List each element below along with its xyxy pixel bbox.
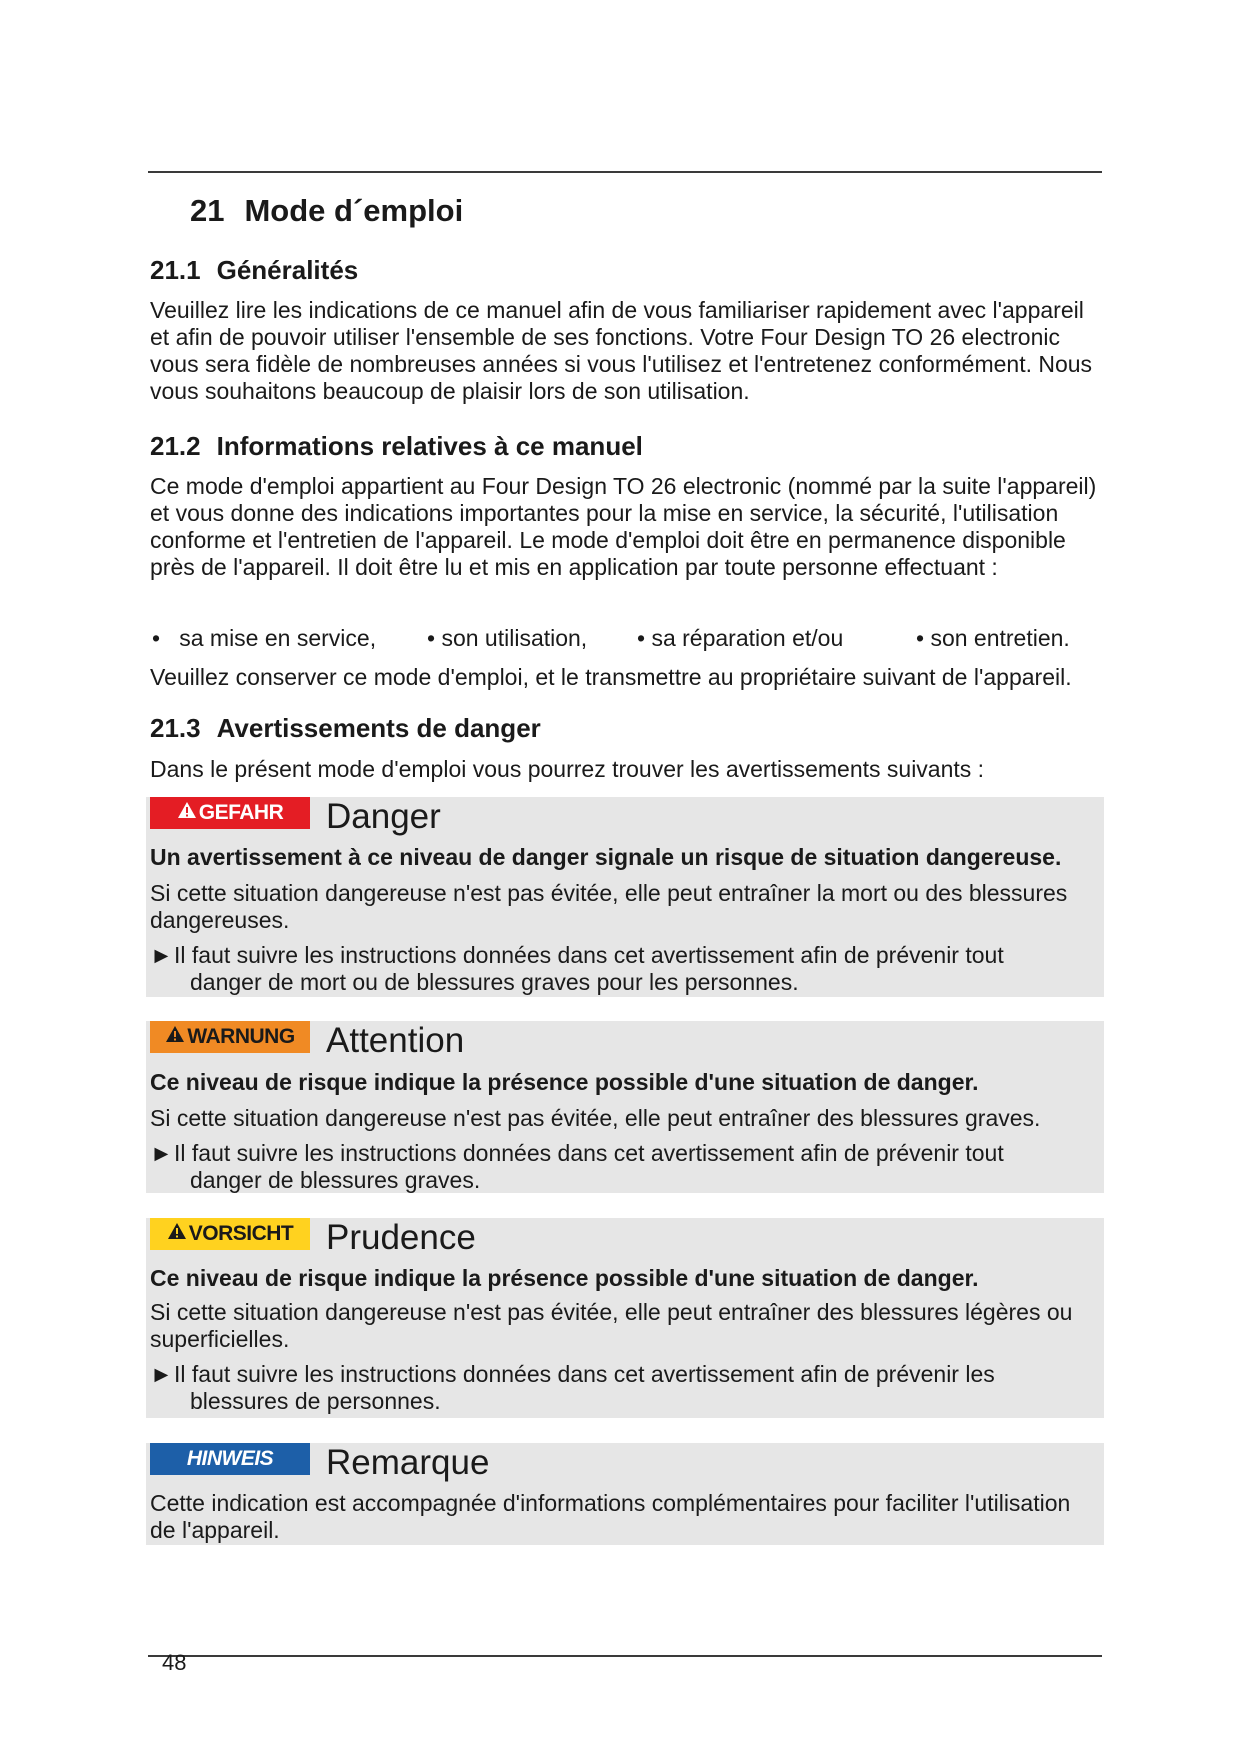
chapter-heading <box>190 193 463 229</box>
signal-word: WARNUNG <box>187 1025 295 1048</box>
section-number: 21.2 <box>150 431 201 461</box>
warning-step <box>150 1361 1050 1415</box>
section-number: 21.3 <box>150 713 201 743</box>
signal-label-vorsicht <box>150 1218 310 1250</box>
warning-strong-text: Un avertissement à ce niveau de danger signale un risque de situation dangereuse. <box>150 844 1062 870</box>
warning-text: Si cette situation dangereuse n'est pas évitée, elle peut entraîner la mort ou des blessures dangereuses. <box>150 880 1068 933</box>
warning-triangle-icon <box>167 1218 187 1250</box>
step-line: danger de blessures graves. <box>190 1167 481 1193</box>
arrow-icon: ► <box>150 1140 173 1166</box>
signal-label-gefahr <box>150 797 310 829</box>
section-closing-21-2: Veuillez conserver ce mode d'emploi, et le transmettre au propriétaire suivant de l'appareil. <box>150 664 1072 690</box>
bullet-item: • son utilisation, <box>427 625 588 651</box>
warning-box-warning <box>146 1021 1104 1193</box>
header-rule <box>148 171 1102 173</box>
step-line: Il faut suivre les instructions données dans cet avertissement afin de prévenir les <box>174 1361 995 1387</box>
section-number: 21.1 <box>150 255 201 285</box>
warning-title: Danger <box>326 797 441 836</box>
warning-box-notice <box>146 1443 1104 1545</box>
signal-word: GEFAHR <box>198 801 284 824</box>
step-line: blessures de personnes. <box>190 1388 441 1414</box>
arrow-icon: ► <box>150 942 173 968</box>
signal-label-warnung <box>150 1021 310 1053</box>
section-title: Généralités <box>216 255 359 285</box>
section-title: Informations relatives à ce manuel <box>216 431 643 461</box>
warning-text: Cette indication est accompagnée d'informations complémentaires pour faciliter l'utilisation de l'appareil. <box>150 1490 1071 1543</box>
signal-label-hinweis: HINWEIS <box>150 1443 310 1475</box>
warning-strong-text: Ce niveau de risque indique la présence possible d'une situation de danger. <box>150 1069 979 1095</box>
bullet-text: son utilisation, <box>441 625 588 651</box>
bullet-text: sa réparation et/ou <box>651 625 844 651</box>
warning-strong-text: Ce niveau de risque indique la présence possible d'une situation de danger. <box>150 1265 979 1291</box>
step-line: Il faut suivre les instructions données dans cet avertissement afin de prévenir tout <box>174 942 1004 968</box>
warning-triangle-icon <box>177 797 197 829</box>
chapter-title: Mode d´emploi <box>244 193 464 228</box>
bullet-text: son entretien. <box>930 625 1070 651</box>
section-text-21-1: Veuillez lire les indications de ce manuel afin de vous familiariser rapidement avec l'appareil et afin de pouvoir utiliser l'ensemble de ses fonctions. Votre Four Design TO 26 electronic vous sera fidèle de nombreuses années si vous l'utilisez et l'entretenez conformément. Nous vous souhaitons beaucoup de plaisir lors de son utilisation. <box>150 297 1093 404</box>
page-number: 48 <box>162 1650 187 1675</box>
section-title: Avertissements de danger <box>216 713 541 743</box>
arrow-icon: ► <box>150 1361 173 1387</box>
bullet-item: • sa réparation et/ou <box>637 625 844 651</box>
section-heading-21-1 <box>150 255 358 286</box>
section-heading-21-3 <box>150 713 541 744</box>
step-line: danger de mort ou de blessures graves pour les personnes. <box>190 969 799 995</box>
warning-text: Si cette situation dangereuse n'est pas évitée, elle peut entraîner des blessures légères ou superficielles. <box>150 1299 1073 1352</box>
chapter-number: 21 <box>190 193 225 228</box>
section-text-21-3: Dans le présent mode d'emploi vous pourrez trouver les avertissements suivants : <box>150 756 985 782</box>
warning-title: Attention <box>326 1021 465 1060</box>
bullet-item: • son entretien. <box>916 625 1070 651</box>
warning-box-danger <box>146 797 1104 997</box>
section-text-21-2: Ce mode d'emploi appartient au Four Design TO 26 electronic (nommé par la suite l'appareil) et vous donne des indications importantes pour la mise en service, la sécurité, l'utilisation conforme et l'entretien de l'appareil. Le mode d'emploi doit être en permanence disponible près de l'appareil. Il doit être lu et mis en application par toute personne effectuant : <box>150 473 1097 580</box>
warning-title: Remarque <box>326 1443 490 1482</box>
signal-word: VORSICHT <box>188 1222 294 1245</box>
bullet-text: sa mise en service, <box>179 625 377 651</box>
bullet-item: • sa mise en service, <box>152 625 377 651</box>
footer-rule <box>148 1655 1102 1657</box>
step-line: Il faut suivre les instructions données dans cet avertissement afin de prévenir tout <box>174 1140 1004 1166</box>
warning-box-caution <box>146 1218 1104 1418</box>
section-heading-21-2 <box>150 431 643 462</box>
warning-title: Prudence <box>326 1218 476 1257</box>
warning-triangle-icon <box>165 1021 185 1053</box>
warning-step <box>150 942 1050 996</box>
warning-step <box>150 1140 1050 1194</box>
warning-text: Si cette situation dangereuse n'est pas évitée, elle peut entraîner des blessures graves. <box>150 1105 1041 1131</box>
